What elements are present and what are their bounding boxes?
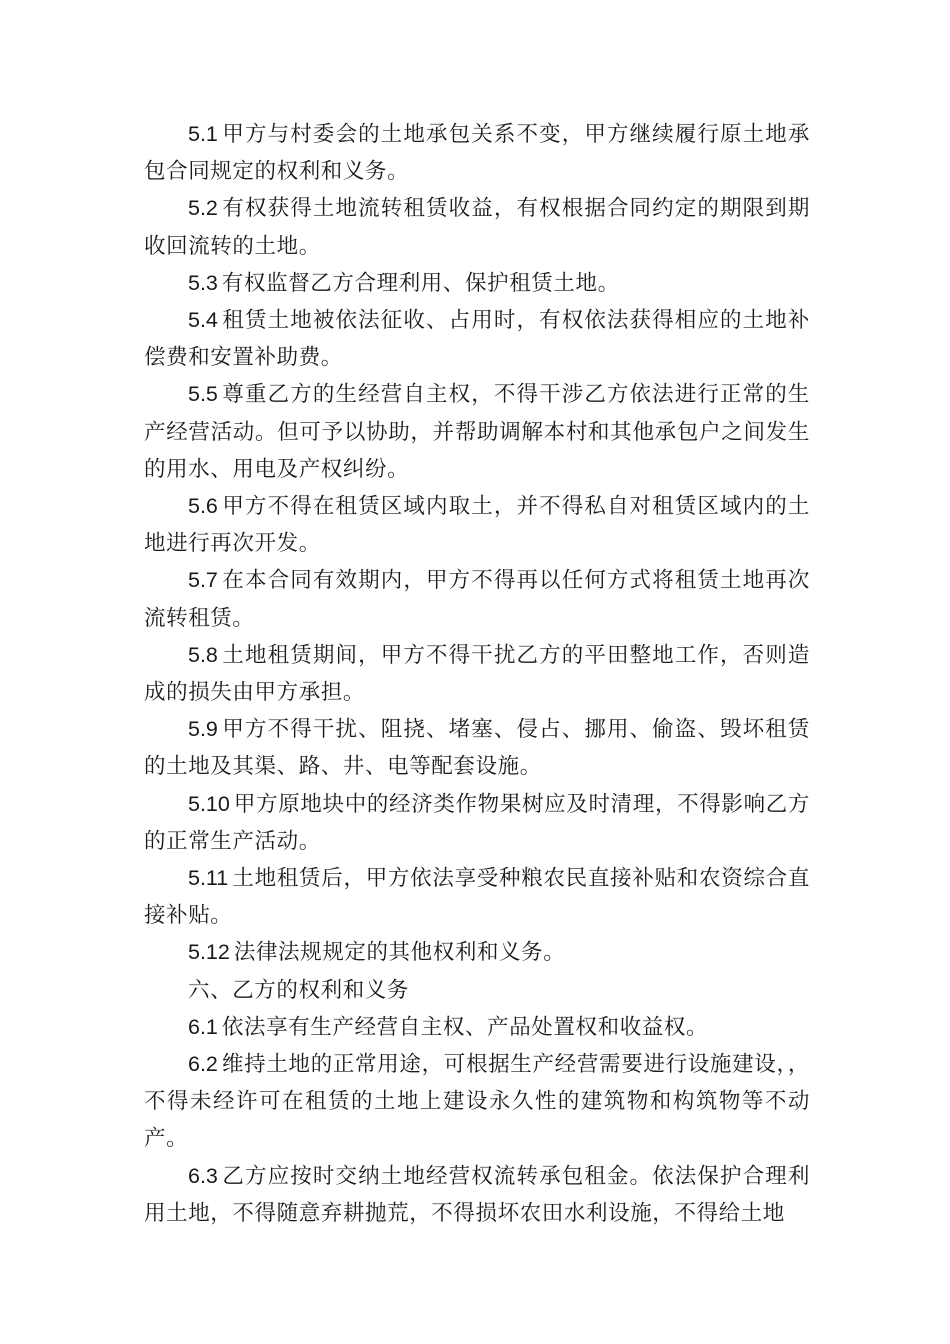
clause-number: 5.11 xyxy=(188,866,229,891)
clause-number: 6.1 xyxy=(188,1014,218,1039)
paragraph-5-9 xyxy=(144,711,810,785)
clause-number: 5.3 xyxy=(188,270,218,295)
paragraph-5-10 xyxy=(144,786,810,860)
clause-text: 土地租赁期间，甲方不得干扰乙方的平田整地工作，否则造成的损失由甲方承担。 xyxy=(144,642,810,706)
paragraph-5-11 xyxy=(144,860,810,934)
clause-text: 甲方不得干扰、阻挠、堵塞、侵占、挪用、偷盗、毁坏租赁的土地及其渠、路、井、电等配套设施。 xyxy=(144,717,810,780)
paragraph-6-2 xyxy=(144,1046,810,1158)
clause-number: 5.8 xyxy=(188,642,218,667)
paragraph-5-3 xyxy=(144,265,810,302)
clause-text: 租赁土地被依法征收、占用时，有权依法获得相应的土地补偿费和安置补助费。 xyxy=(144,308,810,371)
paragraph-5-12 xyxy=(144,934,810,971)
clause-number: 5.4 xyxy=(188,308,218,333)
clause-text: 有权获得土地流转租赁收益，有权根据合同约定的期限到期收回流转的土地。 xyxy=(144,196,810,259)
clause-number: 5.1 xyxy=(188,122,218,146)
paragraph-5-7 xyxy=(144,562,810,636)
section-heading-text: 六、乙方的权利和义务 xyxy=(188,977,410,1003)
clause-number: 5.7 xyxy=(188,568,218,593)
clause-number: 6.2 xyxy=(188,1052,218,1077)
paragraph-6-1 xyxy=(144,1009,810,1046)
paragraph-5-6 xyxy=(144,488,810,562)
paragraph-6-3 xyxy=(144,1158,810,1232)
clause-number: 5.12 xyxy=(188,940,230,965)
clause-text: 甲方原地块中的经济类作物果树应及时清理，不得影响乙方的正常生产活动。 xyxy=(144,791,810,854)
clause-number: 5.5 xyxy=(188,382,218,407)
clause-text: 法律法规规定的其他权利和义务。 xyxy=(233,940,566,966)
clause-text: 甲方与村委会的土地承包关系不变，甲方继续履行原土地承包合同规定的权利和义务。 xyxy=(144,122,810,185)
clause-number: 5.6 xyxy=(188,494,218,519)
paragraph-5-5 xyxy=(144,376,810,488)
paragraph-5-8 xyxy=(144,637,810,711)
clause-text: 尊重乙方的生经营自主权，不得干涉乙方依法进行正常的生产经营活动。但可予以协助，并帮助调解本村和其他承包户之间发生的用水、用电及产权纠纷。 xyxy=(144,382,810,482)
section-heading-6 xyxy=(144,972,810,1009)
clause-text: 有权监督乙方合理利用、保护租赁土地。 xyxy=(221,270,620,296)
paragraph-5-2 xyxy=(144,190,810,264)
document-body xyxy=(144,116,810,1232)
clause-number: 5.9 xyxy=(188,717,218,742)
clause-text: 在本合同有效期内，甲方不得再以任何方式将租赁土地再次流转租赁。 xyxy=(144,568,810,631)
paragraph-5-1 xyxy=(144,116,810,190)
clause-text: 维持土地的正常用途，可根据生产经营需要进行设施建设，，不得未经许可在租赁的土地上建设永久性的建筑物和构筑物等不动产。 xyxy=(144,1052,810,1152)
clause-text: 乙方应按时交纳土地经营权流转承包租金。依法保护合理利用土地，不得随意弃耕抛荒，不得损坏农田水利设施，不得给土地 xyxy=(144,1163,810,1226)
clause-text: 甲方不得在租赁区域内取土，并不得私自对租赁区域内的土地进行再次开发。 xyxy=(144,494,810,557)
clause-number: 5.10 xyxy=(188,791,230,816)
clause-number: 6.3 xyxy=(188,1163,218,1188)
paragraph-5-4 xyxy=(144,302,810,376)
clause-text: 依法享有生产经营自主权、产品处置权和收益权。 xyxy=(221,1014,709,1040)
clause-text: 土地租赁后，甲方依法享受种粮农民直接补贴和农资综合直接补贴。 xyxy=(144,866,810,929)
clause-number: 5.2 xyxy=(188,196,218,221)
